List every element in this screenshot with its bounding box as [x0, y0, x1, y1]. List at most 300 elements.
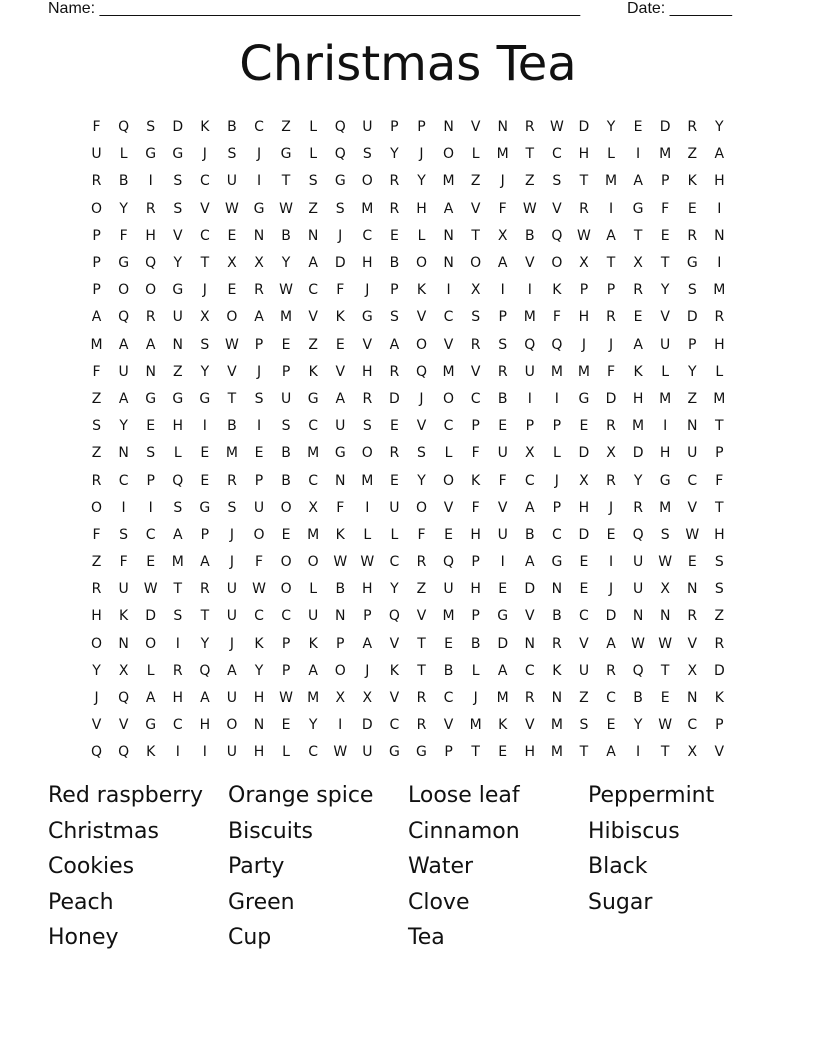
grid-letter: J: [500, 173, 505, 190]
grid-letter: L: [471, 662, 480, 679]
grid-letter: I: [202, 744, 207, 761]
grid-letter: N: [443, 255, 454, 272]
grid-letter: K: [687, 173, 697, 190]
grid-letter: Y: [200, 363, 210, 380]
grid-letter: P: [336, 635, 345, 652]
grid-letter: E: [335, 336, 345, 353]
grid-letter: J: [229, 635, 234, 652]
grid-letter: N: [632, 608, 644, 625]
grid-letter: Y: [687, 363, 697, 380]
grid-letter: T: [579, 173, 589, 190]
grid-letter: I: [446, 282, 451, 299]
grid-letter: Z: [91, 554, 102, 571]
grid-letter: C: [254, 119, 264, 136]
grid-letter: Q: [118, 119, 130, 136]
grid-letter: C: [524, 662, 535, 679]
grid-letter: D: [659, 119, 671, 136]
grid-letter: I: [554, 390, 559, 407]
grid-letter: D: [605, 390, 617, 407]
grid-letter: S: [227, 146, 237, 163]
grid-letter: V: [470, 200, 481, 217]
name-field-line: Name: ______________________________________________________: [48, 0, 581, 17]
grid-letter: L: [282, 744, 290, 761]
grid-letter: X: [579, 255, 589, 272]
grid-letter: S: [471, 309, 481, 326]
grid-letter: N: [687, 418, 698, 435]
word-bank-item: Tea: [408, 925, 445, 951]
grid-letter: O: [334, 662, 346, 679]
grid-letter: S: [308, 173, 318, 190]
page-title: Christmas Tea: [239, 36, 577, 92]
grid-letter: S: [498, 336, 508, 353]
grid-letter: U: [118, 581, 129, 598]
grid-letter: A: [200, 554, 210, 571]
grid-letter: N: [524, 635, 536, 652]
grid-letter: R: [389, 363, 400, 380]
grid-letter: U: [578, 662, 590, 679]
grid-letter: Z: [416, 581, 427, 598]
grid-letter: R: [687, 608, 698, 625]
grid-letter: P: [579, 282, 589, 299]
grid-letter: D: [334, 255, 346, 272]
grid-letter: R: [416, 554, 427, 571]
grid-letter: P: [444, 744, 453, 761]
grid-letter: B: [443, 662, 454, 679]
grid-letter: G: [361, 309, 373, 326]
grid-letter: U: [308, 608, 319, 625]
grid-letter: R: [389, 445, 400, 462]
grid-letter: S: [714, 554, 724, 571]
grid-letter: M: [550, 744, 563, 761]
grid-letter: C: [281, 608, 291, 625]
grid-letter: R: [714, 309, 725, 326]
grid-letter: P: [281, 635, 291, 652]
grid-letter: W: [225, 336, 239, 353]
grid-letter: R: [579, 200, 589, 217]
grid-letter: H: [362, 363, 373, 380]
grid-letter: T: [417, 662, 426, 679]
grid-letter: F: [92, 119, 101, 136]
grid-letter: L: [607, 146, 615, 163]
grid-letter: Y: [254, 662, 264, 679]
grid-letter: G: [632, 200, 644, 217]
grid-letter: R: [362, 390, 373, 407]
grid-letter: S: [173, 173, 183, 190]
grid-letter: G: [578, 390, 590, 407]
grid-letter: Y: [660, 282, 670, 299]
grid-letter: E: [281, 336, 291, 353]
grid-letter: P: [471, 608, 480, 625]
grid-letter: P: [390, 282, 399, 299]
grid-letter: J: [473, 690, 478, 707]
word-bank-item: Green: [228, 889, 295, 915]
grid-letter: S: [146, 445, 156, 462]
grid-letter: L: [471, 146, 480, 163]
grid-letter: B: [281, 445, 291, 462]
grid-letter: I: [202, 418, 207, 435]
grid-letter: P: [715, 445, 724, 462]
grid-letter: T: [660, 255, 670, 272]
grid-letter: L: [309, 146, 318, 163]
grid-letter: K: [308, 635, 318, 652]
grid-letter: O: [361, 173, 373, 190]
grid-letter: T: [660, 662, 670, 679]
grid-letter: S: [714, 581, 724, 598]
grid-letter: Y: [390, 581, 399, 598]
grid-letter: N: [443, 227, 454, 244]
grid-letter: F: [498, 472, 507, 489]
grid-letter: G: [172, 390, 184, 407]
grid-letter: B: [281, 227, 291, 244]
grid-letter: A: [714, 146, 725, 163]
grid-letter: P: [281, 363, 291, 380]
grid-letter: N: [687, 581, 698, 598]
grid-letter: F: [606, 363, 616, 380]
grid-letter: J: [229, 554, 234, 571]
grid-letter: F: [92, 363, 101, 380]
grid-letter: G: [145, 717, 157, 734]
grid-letter: T: [525, 146, 535, 163]
grid-letter: H: [253, 690, 265, 707]
grid-letter: M: [523, 309, 536, 326]
grid-letter: T: [606, 255, 616, 272]
grid-letter: X: [660, 581, 670, 598]
grid-letter: E: [660, 227, 670, 244]
grid-letter: C: [551, 526, 562, 543]
grid-letter: U: [226, 608, 238, 625]
grid-letter: C: [362, 227, 373, 244]
grid-letter: Z: [687, 390, 698, 407]
grid-letter: M: [659, 390, 672, 407]
grid-letter: C: [443, 309, 454, 326]
grid-letter: B: [524, 227, 535, 244]
grid-letter: B: [524, 526, 535, 543]
grid-letter: G: [686, 255, 698, 272]
grid-letter: S: [173, 200, 183, 217]
grid-letter: O: [443, 146, 455, 163]
grid-letter: M: [604, 173, 618, 190]
grid-letter: T: [715, 418, 724, 435]
grid-letter: V: [443, 499, 454, 516]
grid-letter: I: [148, 173, 153, 190]
grid-letter: E: [498, 418, 508, 435]
word-bank-item: Sugar: [588, 889, 653, 915]
grid-letter: O: [91, 635, 103, 652]
grid-letter: U: [497, 445, 508, 462]
word-bank-item: Biscuits: [228, 818, 313, 844]
grid-letter: X: [362, 690, 373, 707]
grid-letter: B: [470, 635, 481, 652]
grid-letter: E: [200, 445, 210, 462]
grid-letter: O: [226, 717, 238, 734]
grid-row: [83, 413, 733, 440]
grid-letter: L: [444, 445, 453, 462]
grid-letter: Z: [579, 690, 589, 707]
grid-row: [83, 739, 733, 766]
grid-letter: Y: [715, 119, 724, 136]
grid-letter: U: [660, 336, 671, 353]
grid-letter: H: [578, 146, 590, 163]
grid-letter: C: [308, 282, 319, 299]
grid-letter: N: [145, 363, 156, 380]
grid-letter: F: [417, 526, 426, 543]
grid-letter: A: [335, 390, 346, 407]
word-bank-item: Loose leaf: [408, 783, 520, 808]
grid-letter: E: [254, 445, 264, 462]
grid-letter: P: [660, 173, 670, 190]
grid-letter: O: [415, 336, 427, 353]
grid-letter: G: [253, 200, 265, 217]
grid-letter: A: [362, 635, 373, 652]
grid-letter: M: [496, 146, 509, 163]
grid-letter: W: [333, 554, 348, 571]
grid-letter: H: [714, 526, 725, 543]
grid-row: [83, 386, 733, 413]
grid-letter: C: [687, 472, 698, 489]
grid-letter: V: [389, 690, 400, 707]
date-field-line: Date: _______: [627, 0, 732, 17]
grid-letter: A: [525, 499, 535, 516]
grid-letter: S: [362, 418, 372, 435]
word-bank-item: Cookies: [48, 854, 135, 880]
grid-letter: X: [335, 690, 346, 707]
grid-letter: I: [717, 200, 722, 217]
grid-letter: H: [524, 744, 536, 761]
grid-letter: Y: [417, 472, 426, 489]
grid-letter: N: [551, 690, 563, 707]
grid-letter: V: [200, 200, 210, 217]
grid-letter: V: [416, 418, 427, 435]
grid-letter: A: [254, 309, 264, 326]
grid-letter: R: [687, 227, 698, 244]
grid-letter: G: [551, 554, 563, 571]
grid-letter: V: [525, 608, 535, 625]
grid-letter: Q: [632, 526, 644, 543]
grid-letter: E: [633, 309, 643, 326]
grid-letter: E: [389, 418, 399, 435]
grid-letter: W: [333, 744, 348, 761]
grid-row: [83, 223, 733, 250]
grid-letter: W: [658, 554, 673, 571]
grid-row: [83, 658, 733, 685]
grid-letter: X: [606, 445, 616, 462]
grid-letter: R: [416, 717, 427, 734]
grid-letter: J: [94, 690, 99, 707]
grid-letter: M: [713, 390, 726, 407]
grid-letter: V: [714, 744, 725, 761]
grid-letter: P: [254, 472, 264, 489]
grid-letter: A: [145, 336, 156, 353]
grid-letter: U: [524, 363, 535, 380]
grid-letter: E: [660, 690, 670, 707]
grid-letter: T: [715, 499, 724, 516]
grid-letter: K: [498, 717, 508, 734]
grid-letter: P: [146, 472, 155, 489]
grid-letter: U: [91, 146, 102, 163]
grid-letter: O: [443, 390, 455, 407]
grid-letter: B: [633, 690, 643, 707]
grid-letter: H: [172, 690, 184, 707]
grid-letter: J: [365, 662, 370, 679]
grid-letter: G: [497, 608, 509, 625]
grid-letter: E: [687, 554, 697, 571]
grid-letter: E: [444, 635, 453, 652]
grid-letter: G: [334, 173, 346, 190]
grid-letter: R: [389, 200, 400, 217]
grid-letter: G: [145, 390, 157, 407]
grid-letter: R: [172, 662, 183, 679]
word-bank-item: Black: [588, 854, 648, 880]
grid-letter: V: [227, 363, 237, 380]
grid-letter: H: [470, 526, 481, 543]
grid-letter: E: [227, 282, 237, 299]
grid-row: [83, 250, 733, 277]
grid-letter: Q: [334, 146, 346, 163]
grid-letter: Q: [632, 662, 644, 679]
grid-row: [83, 522, 733, 549]
grid-letter: E: [146, 418, 156, 435]
grid-letter: V: [525, 255, 535, 272]
grid-letter: H: [362, 255, 373, 272]
grid-letter: S: [146, 119, 156, 136]
grid-letter: I: [663, 418, 668, 435]
grid-letter: O: [443, 472, 455, 489]
grid-letter: P: [552, 499, 562, 516]
grid-letter: T: [579, 744, 589, 761]
grid-letter: U: [335, 418, 346, 435]
grid-letter: Y: [417, 173, 426, 190]
grid-letter: H: [578, 499, 590, 516]
grid-letter: P: [606, 282, 616, 299]
grid-row: [83, 576, 733, 603]
grid-letter: M: [713, 282, 726, 299]
word-bank-item: Christmas: [48, 818, 159, 844]
grid-letter: Z: [281, 119, 291, 136]
grid-letter: A: [606, 635, 616, 652]
grid-letter: I: [175, 635, 180, 652]
grid-letter: F: [254, 554, 264, 571]
grid-letter: E: [498, 744, 508, 761]
grid-letter: D: [172, 119, 184, 136]
grid-letter: I: [636, 146, 641, 163]
grid-letter: T: [173, 581, 183, 598]
grid-letter: N: [551, 581, 563, 598]
word-bank-item: Cup: [228, 925, 272, 951]
grid-letter: R: [145, 309, 156, 326]
grid-letter: P: [254, 336, 264, 353]
grid-letter: I: [148, 499, 153, 516]
grid-letter: A: [145, 690, 156, 707]
grid-letter: V: [470, 363, 481, 380]
grid-letter: G: [199, 499, 211, 516]
grid-letter: R: [552, 635, 562, 652]
grid-letter: R: [470, 336, 481, 353]
grid-letter: M: [307, 526, 320, 543]
grid-letter: Q: [551, 336, 563, 353]
grid-row: [83, 495, 733, 522]
grid-letter: I: [636, 744, 641, 761]
grid-letter: A: [497, 255, 508, 272]
grid-letter: J: [608, 336, 614, 353]
grid-letter: K: [389, 662, 399, 679]
grid-letter: T: [200, 608, 210, 625]
grid-letter: V: [308, 309, 318, 326]
grid-letter: X: [579, 472, 589, 489]
grid-letter: Q: [415, 363, 427, 380]
grid-letter: V: [470, 119, 481, 136]
grid-letter: J: [419, 390, 424, 407]
grid-letter: J: [256, 363, 262, 380]
grid-letter: R: [606, 662, 616, 679]
grid-letter: E: [389, 227, 399, 244]
grid-letter: Q: [388, 608, 400, 625]
grid-row: [83, 467, 733, 494]
grid-letter: C: [389, 717, 400, 734]
grid-letter: H: [416, 200, 427, 217]
grid-letter: D: [578, 119, 590, 136]
grid-letter: S: [173, 608, 183, 625]
grid-letter: F: [471, 499, 480, 516]
grid-letter: X: [227, 255, 237, 272]
grid-letter: N: [443, 119, 454, 136]
grid-letter: J: [608, 581, 614, 598]
word-bank-item: Water: [408, 854, 474, 880]
grid-letter: J: [338, 227, 343, 244]
grid-row: [83, 440, 733, 467]
grid-letter: W: [225, 200, 239, 217]
grid-letter: G: [118, 255, 130, 272]
grid-letter: M: [659, 499, 672, 516]
grid-letter: K: [471, 472, 481, 489]
grid-letter: G: [199, 390, 211, 407]
grid-letter: R: [91, 472, 102, 489]
grid-letter: R: [524, 690, 535, 707]
grid-letter: D: [605, 608, 617, 625]
grid-letter: T: [200, 255, 210, 272]
grid-letter: Z: [308, 200, 318, 217]
grid-letter: A: [308, 255, 318, 272]
grid-letter: J: [229, 526, 234, 543]
grid-letter: S: [92, 418, 101, 435]
grid-letter: R: [199, 581, 210, 598]
grid-letter: M: [632, 418, 645, 435]
grid-letter: P: [92, 227, 101, 244]
grid-letter: K: [254, 635, 264, 652]
grid-letter: T: [633, 227, 643, 244]
grid-letter: Z: [524, 173, 535, 190]
grid-letter: L: [390, 526, 399, 543]
grid-letter: A: [172, 526, 183, 543]
grid-letter: B: [335, 581, 346, 598]
grid-letter: V: [579, 635, 589, 652]
grid-row: [83, 114, 733, 141]
grid-letter: J: [554, 472, 559, 489]
grid-letter: E: [633, 119, 643, 136]
word-bank-item: Red raspberry: [48, 783, 203, 808]
grid-letter: W: [279, 200, 293, 217]
grid-letter: A: [633, 336, 643, 353]
grid-row: [83, 359, 733, 386]
grid-letter: D: [497, 635, 509, 652]
grid-letter: R: [714, 635, 725, 652]
grid-letter: K: [119, 608, 129, 625]
grid-row: [83, 168, 733, 195]
grid-letter: L: [417, 227, 426, 244]
grid-letter: K: [633, 363, 643, 380]
grid-letter: F: [92, 526, 101, 543]
grid-letter: K: [714, 690, 724, 707]
grid-letter: Y: [606, 119, 616, 136]
